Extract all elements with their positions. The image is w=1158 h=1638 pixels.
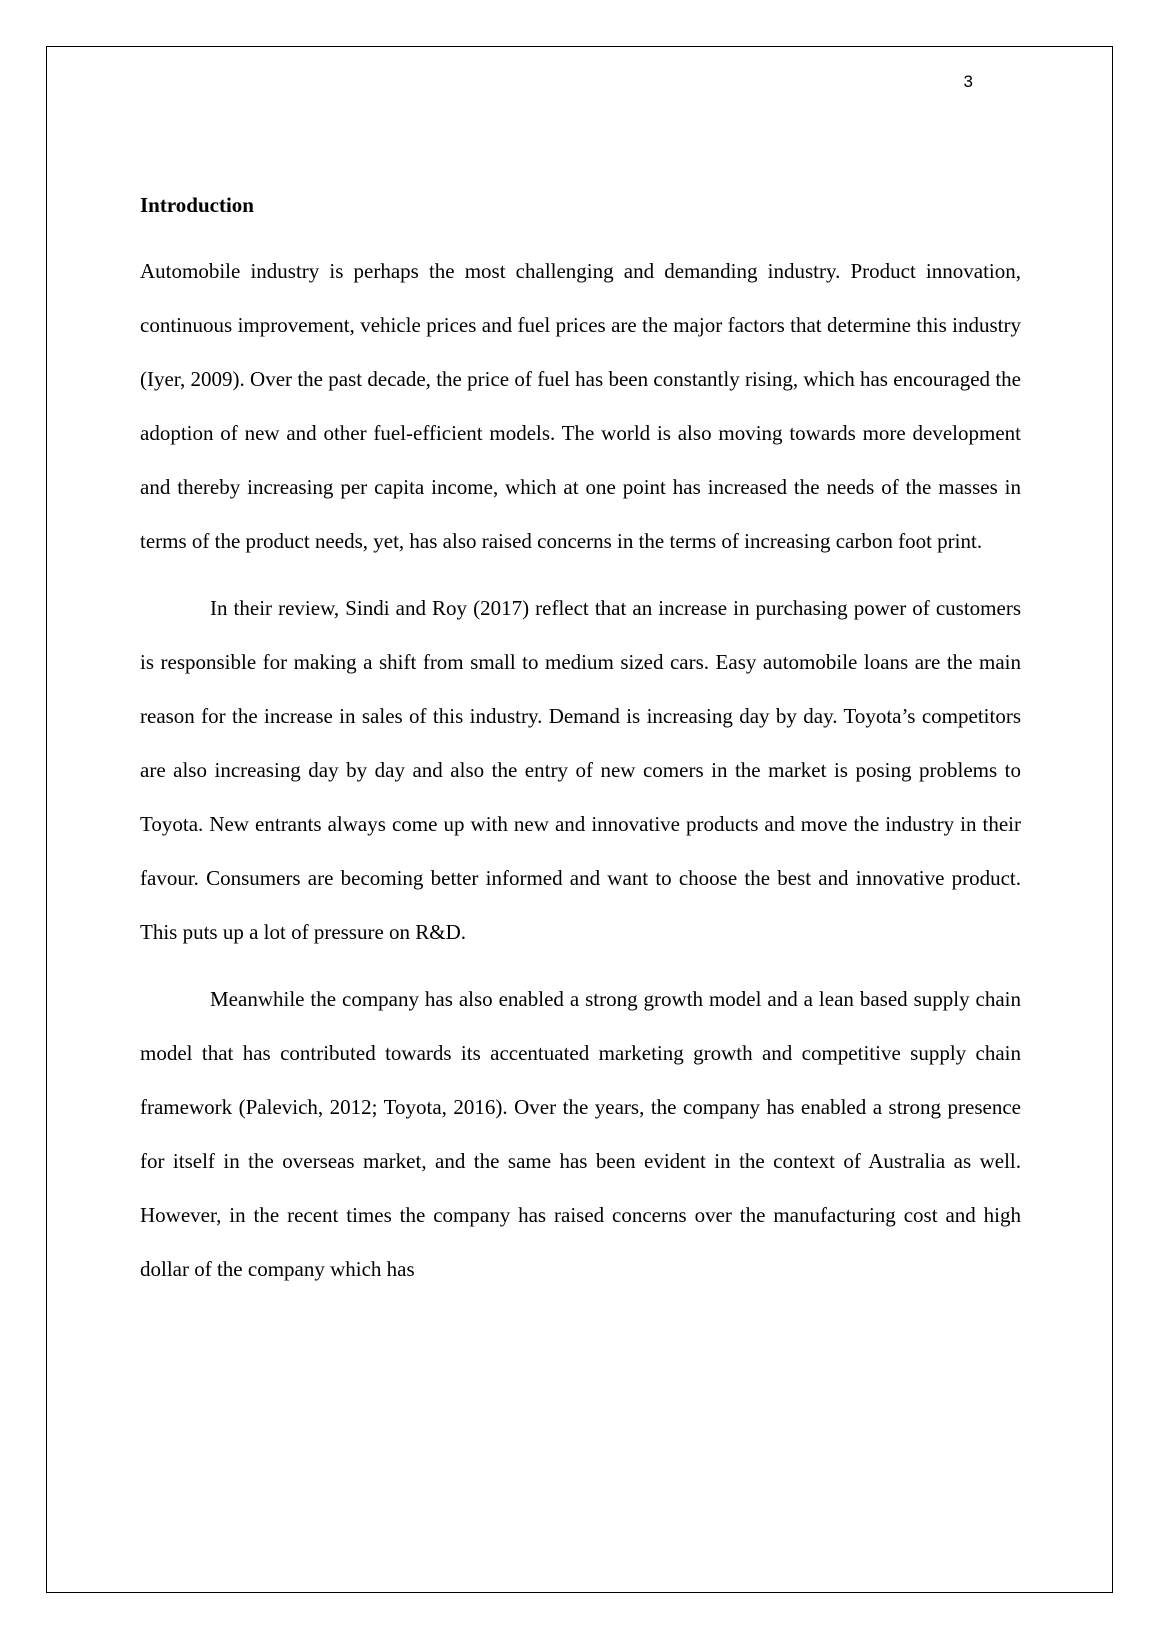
paragraph-3: Meanwhile the company has also enabled a strong growth model and a lean based supply chain model that has contributed towards its accentuated marketing growth and competitive supply chain framework (Palevich, 2012; Toyota, 2016). Over the years, the company has enabled a strong presence for itself in the overseas market, and the same has been evident in the context of Australia as well. However, in the recent times the company has raised concerns over the manufacturing cost and high dollar of the company which has bbox=[140, 987, 1021, 1281]
paragraph-2: In their review, Sindi and Roy (2017) reflect that an increase in purchasing power of customers is responsible for making a shift from small to medium sized cars. Easy automobile loans are the main reason for the increase in sales of this industry. Demand is increasing day by day. Toyota’s competitors are also increasing day by day and also the entry of new comers in the market is posing problems to Toyota. New entrants always come up with new and innovative products and move the industry in their favour. Consumers are becoming better informed and want to choose the best and innovative product. This puts up a lot of pressure on R&D. bbox=[140, 596, 1021, 944]
document-body bbox=[140, 191, 1021, 1309]
paragraph-1: Automobile industry is perhaps the most challenging and demanding industry. Product innovation, continuous improvement, vehicle prices and fuel prices are the major factors that determine this industry (Iyer, 2009). Over the past decade, the price of fuel has been constantly rising, which has encouraged the adoption of new and other fuel-efficient models. The world is also moving towards more development and thereby increasing per capita income, which at one point has increased the needs of the masses in terms of the product needs, yet, has also raised concerns in the terms of increasing carbon foot print. bbox=[140, 259, 1021, 553]
page-number: 3 bbox=[963, 72, 973, 91]
section-heading: Introduction bbox=[140, 193, 254, 217]
